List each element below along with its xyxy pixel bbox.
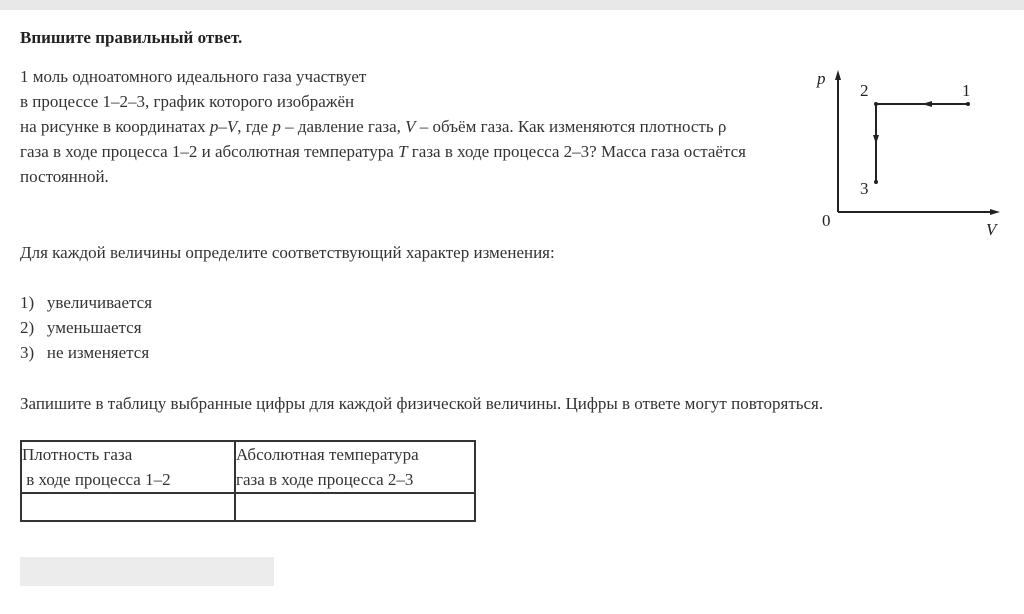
pv-diagram <box>800 60 1010 245</box>
table-prompt: Запишите в таблицу выбранные цифры для каждой физической величины. Цифры в ответе могут повторяться. <box>20 394 824 413</box>
symbol-V: V <box>405 117 416 136</box>
p-axis-arrow <box>835 70 841 80</box>
answer-input-density[interactable] <box>22 495 234 520</box>
point-1 <box>966 102 970 106</box>
point-3 <box>874 180 878 184</box>
answer-cell-density[interactable] <box>21 493 235 521</box>
problem-line-5: постоянной. <box>20 167 109 186</box>
symbol-p: p <box>272 117 281 136</box>
option-2: 2) уменьшается <box>20 318 142 337</box>
symbol-T: T <box>398 142 408 161</box>
top-bar <box>0 0 1024 10</box>
point-label-2: 2 <box>860 81 869 100</box>
x-axis-label: V <box>986 220 997 239</box>
answer-field-placeholder[interactable] <box>20 557 274 586</box>
instruction-heading: Впишите правильный ответ. <box>20 28 243 47</box>
symbol-p: p <box>209 117 219 136</box>
problem-line-2: в процессе 1–2–3, график которого изображён <box>20 92 355 111</box>
process-2-3-arrow <box>873 135 879 144</box>
header-temperature: Абсолютная температура газа в ходе процесса 2–3 <box>235 441 475 493</box>
problem-line-1: 1 моль одноатомного идеального газа участвует <box>20 67 367 86</box>
answer-cell-temperature[interactable] <box>235 493 475 521</box>
problem-line-4: газа в ходе процесса 1–2 и абсолютная температура T газа в ходе процесса 2–3? Масса газа остаётся <box>20 142 746 161</box>
point-label-3: 3 <box>860 179 869 198</box>
prompt-text: Для каждой величины определите соответствующий характер изменения: <box>20 243 555 262</box>
option-1: 1) увеличивается <box>20 293 153 312</box>
y-axis-label: p <box>817 69 826 88</box>
answer-table <box>20 440 476 522</box>
v-axis-arrow <box>990 209 1000 215</box>
point-label-1: 1 <box>962 81 971 100</box>
answer-input-temperature[interactable] <box>236 495 474 520</box>
process-1-2-arrow <box>922 101 932 107</box>
point-2 <box>874 102 878 106</box>
header-density: Плотность газа в ходе процесса 1–2 <box>21 441 235 493</box>
symbol-V: V <box>226 117 238 136</box>
problem-line-3: на рисунке в координатах p–V, где p – давление газа, V – объём газа. Как изменяются плотность ρ <box>20 117 727 136</box>
origin-label: 0 <box>822 211 831 230</box>
option-3: 3) не изменяется <box>20 343 150 362</box>
